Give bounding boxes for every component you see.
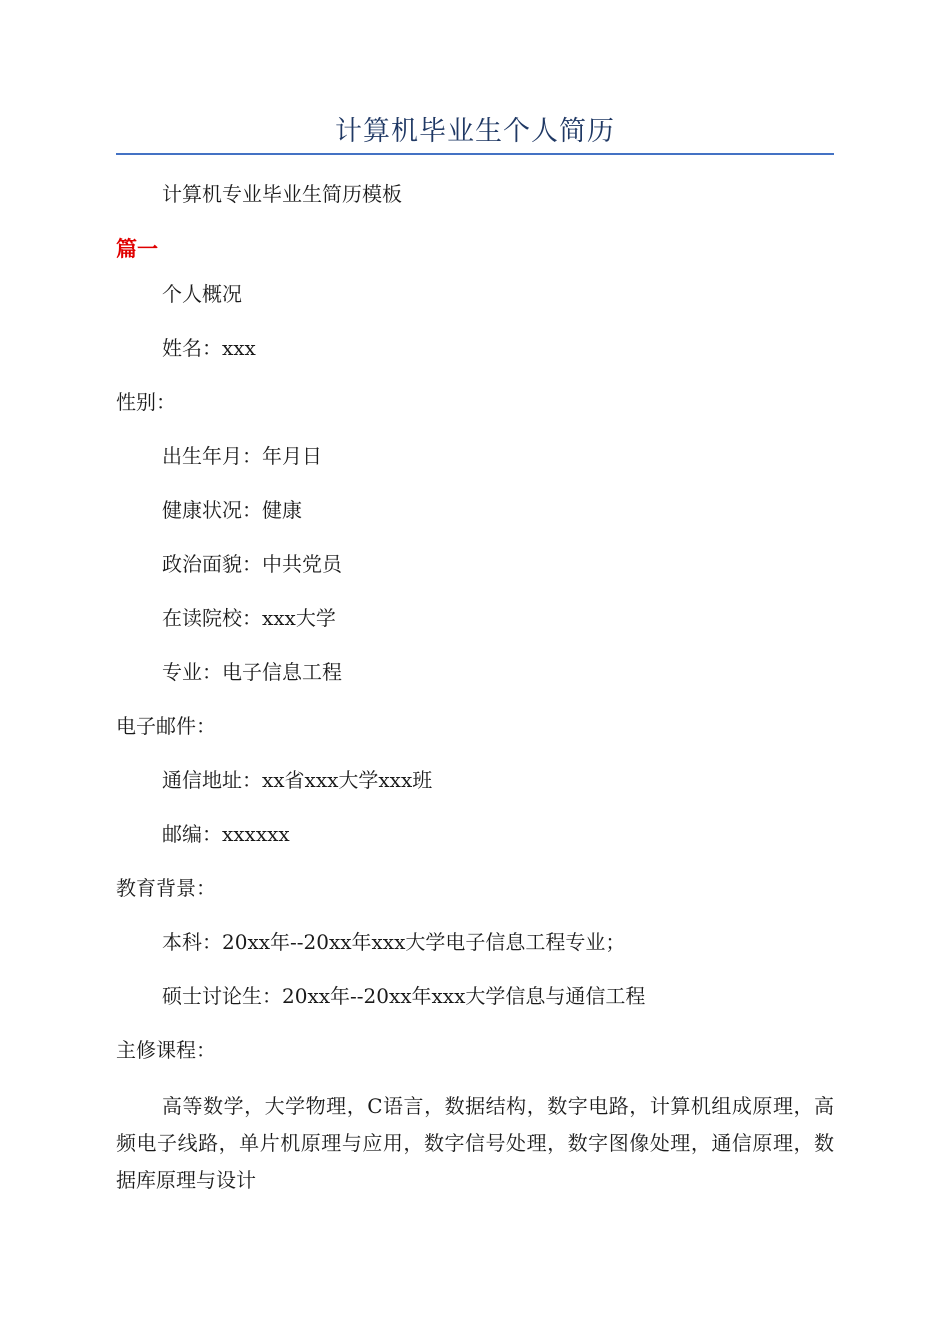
overview-label: 个人概况 [162, 282, 242, 306]
courses-paragraph: 高等数学，大学物理，C语言，数据结构，数字电路，计算机组成原理，高频电子线路，单片机原理与应用，数字信号处理，数字图像处理，通信原理，数据库原理与设计 [116, 1094, 834, 1192]
email-line: 电子邮件： [116, 714, 216, 738]
name-line: 姓名：xxx [162, 336, 256, 360]
gender-line: 性别： [116, 390, 176, 414]
education-label: 教育背景： [116, 876, 216, 900]
school-line: 在读院校：xxx大学 [162, 606, 336, 630]
political-line: 政治面貌：中共党员 [162, 552, 342, 576]
title-underline [116, 153, 834, 155]
subtitle: 计算机专业毕业生简历模板 [162, 182, 402, 206]
postcode-line: 邮编：xxxxxx [162, 822, 290, 846]
bachelor-line: 本科：20xx年--20xx年xxx大学电子信息工程专业； [162, 930, 626, 954]
section-heading: 篇一 [116, 237, 158, 261]
major-line: 专业：电子信息工程 [162, 660, 342, 684]
courses-label: 主修课程： [116, 1038, 216, 1062]
birth-line: 出生年月：年月日 [162, 444, 322, 468]
document-title: 计算机毕业生个人简历 [335, 116, 615, 147]
address-line: 通信地址：xx省xxx大学xxx班 [162, 768, 433, 792]
health-line: 健康状况：健康 [162, 498, 302, 522]
master-line: 硕士讨论生：20xx年--20xx年xxx大学信息与通信工程 [162, 984, 646, 1008]
